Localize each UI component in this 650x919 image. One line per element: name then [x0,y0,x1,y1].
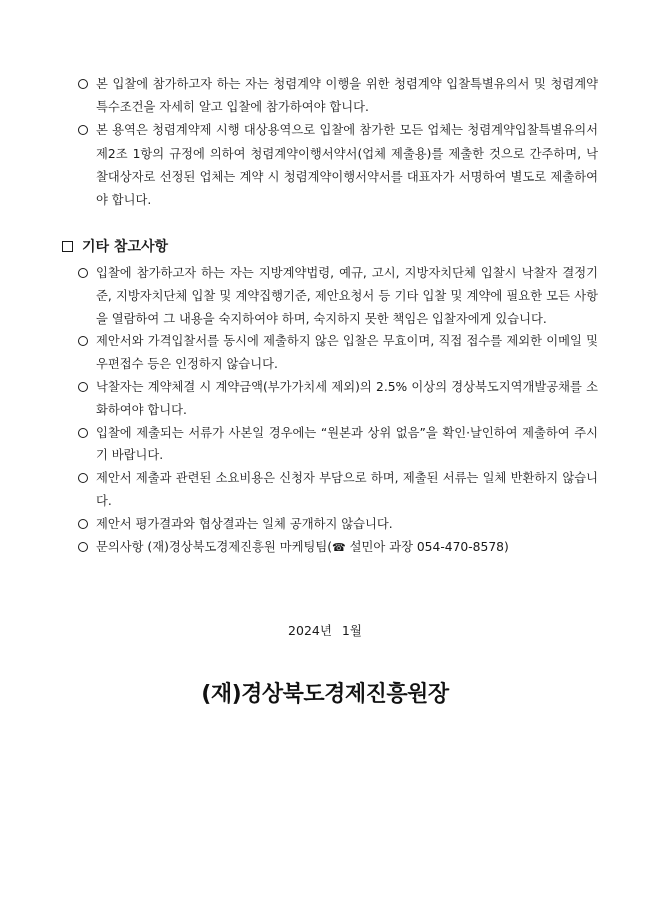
contact-item [78,536,598,560]
list-item [78,330,598,376]
list-item [78,376,598,422]
reference-text: 제안서 제출과 관련된 소요비용은 신청자 부담으로 하며, 제출된 서류는 일체 반환하지 않습니다. [96,471,598,508]
circle-bullet-icon [78,428,88,438]
circle-bullet-icon [78,125,88,135]
circle-bullet-icon [78,336,88,346]
circle-bullet-icon [78,382,88,392]
section-heading [62,236,168,256]
list-item [78,467,598,513]
notice-text: 본 입찰에 참가하고자 하는 자는 청렴계약 이행을 위한 청렴계약 입찰특별유의서 및 청렴계약 특수조건을 자세히 알고 입찰에 참가하여야 합니다. [96,77,598,115]
list-item [78,513,598,536]
reference-text: 제안서와 가격입찰서를 동시에 제출하지 않은 입찰은 무효이며, 직접 접수를 제외한 이메일 및 우편접수 등은 인정하지 않습니다. [96,334,598,372]
section-heading-label: 기타 참고사항 [82,239,169,255]
reference-text: 제안서 평가결과와 협상결과는 일체 공개하지 않습니다. [96,516,393,531]
circle-bullet-icon [78,473,88,483]
circle-bullet-icon [78,542,88,552]
list-item [78,119,598,212]
reference-text: 입찰에 참가하고자 하는 자는 지방계약법령, 예규, 고시, 지방자치단체 입찰시 낙찰자 결정기준, 지방자치단체 입찰 및 계약집행기준, 제안요청서 등 기타 입찰 및 계약에 필요한 모든 사항을 열람하여 그 내용을 숙지하여야 하며, 숙지하지 못한 책임은 입찰자에게 있습니다. [96,266,598,326]
circle-bullet-icon [78,268,88,278]
circle-bullet-icon [78,519,88,529]
list-item [78,262,598,330]
contact-suffix: 설민아 과장 054-470-8578) [345,539,509,554]
list-item [78,73,598,119]
reference-text: 낙찰자는 계약체결 시 계약금액(부가가치세 제외)의 2.5% 이상의 경상북도지역개발공채를 소화하여야 합니다. [96,379,598,417]
reference-list [78,262,598,559]
list-item [78,422,598,468]
reference-text: 입찰에 제출되는 서류가 사본일 경우에는 “원본과 상위 없음”을 확인·날인하여 제출하여 주시기 바랍니다. [96,425,598,463]
contact-text [96,536,598,560]
integrity-notices [78,73,598,212]
issuer-name: (재)경상북도경제진흥원장 [201,682,449,707]
phone-icon: ☎ [332,540,346,554]
notice-text: 본 용역은 청렴계약제 시행 대상용역으로 입찰에 참가한 모든 업체는 청렴계약입찰특별유의서 제2조 1항의 규정에 의하여 청렴계약이행서약서(업체 제출용)를 제출한 것으로 간주하며, 낙찰대상자로 선정된 업체는 계약 시 청렴계약이행서약서를 대표자가 서명하여 별도로 제출하여야 합니다. [96,123,598,208]
square-bullet-icon [62,241,73,252]
document-date: 2024년 1월 [288,623,362,638]
contact-prefix: 문의사항 (재)경상북도경제진흥원 마케팅팀( [96,539,333,554]
circle-bullet-icon [78,79,88,89]
